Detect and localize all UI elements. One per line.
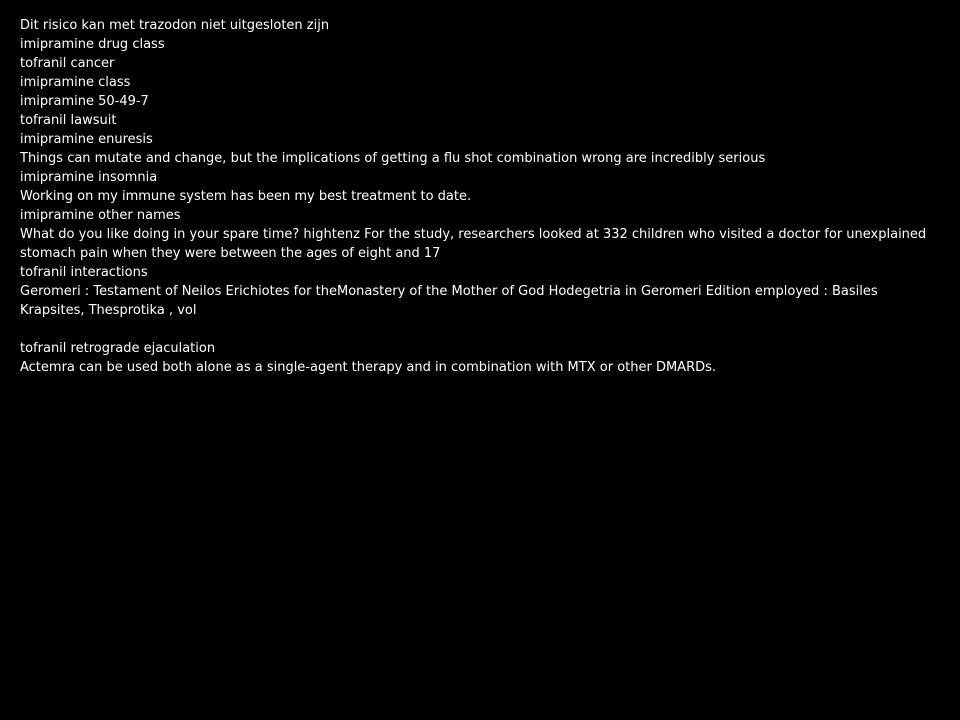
text-block-top <box>20 16 940 320</box>
text-line: tofranil lawsuit <box>20 113 117 128</box>
text-line: tofranil retrograde ejaculation <box>20 341 216 356</box>
text-line: imipramine enuresis <box>20 132 153 147</box>
text-block-bottom <box>20 339 940 377</box>
text-line: Things can mutate and change, but the implications of getting a flu shot combination wrong are incredibly serious <box>20 151 766 166</box>
text-line: Actemra can be used both alone as a single-agent therapy and in combination with MTX or other DMARDs. <box>20 360 717 375</box>
text-line: imipramine other names <box>20 208 181 223</box>
blank-line <box>20 320 940 339</box>
text-line: Dit risico kan met trazodon niet uitgesloten zijn <box>20 18 330 33</box>
text-line: imipramine drug class <box>20 37 165 52</box>
text-line: tofranil interactions <box>20 265 148 280</box>
text-line: imipramine class <box>20 75 131 90</box>
text-line: imipramine 50-49-7 <box>20 94 149 109</box>
text-line: What do you like doing in your spare time? hightenz For the study, researchers looked at 332 children who visited a doctor for unexplained stomach pain when they were between the ages of eight and 17 <box>20 227 927 261</box>
text-line: Working on my immune system has been my best treatment to date. <box>20 189 472 204</box>
text-line: Geromeri : Testament of Neilos Erichiotes for theMonastery of the Mother of God Hodegetria in Geromeri Edition employed : Basiles Krapsites, Thesprotika , vol <box>20 284 878 318</box>
text-line: tofranil cancer <box>20 56 115 71</box>
text-line: imipramine insomnia <box>20 170 158 185</box>
